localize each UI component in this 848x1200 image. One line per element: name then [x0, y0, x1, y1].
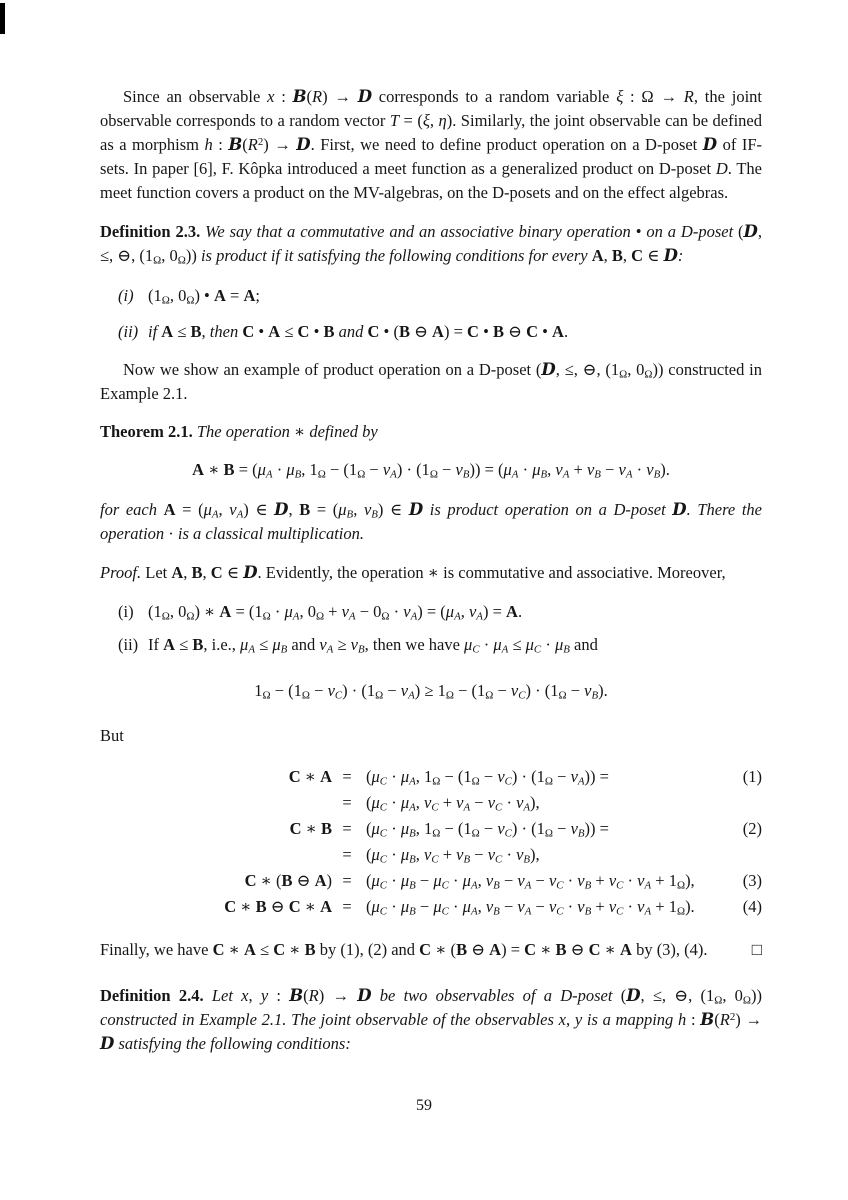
- eq-rel: =: [342, 819, 352, 838]
- eq-number: (1): [742, 767, 762, 786]
- item-content: ($1_\Omega$, $0_\Omega$) ∗ $A = (1_\Omega \cdot \mu_A$, $0_\Omega + \nu_A - 0_\Omega \cdot \nu_A) = (\mu_A$, $\nu_A) = A$.: [148, 602, 523, 623]
- equation-row: [100, 790, 762, 816]
- intro-paragraph: Since an observable x : B(R) → D corresponds to a random variable ξ : Ω → R, the joint observable corresponds to a random vector T = (ξ, η). Similarly, the joint observable can be defined as a morphism h : $B(R^2) \to D$. First, we need to define product operation on a D-poset D of IF-sets. In paper [6], F. Kôpka introduced a meet function as a generalized product on D-poset D. The meet function covers a product on the MV-algebras, on the D-posets and on the effect algebras.: [100, 87, 762, 202]
- eq-lhs: C ∗ A: [288, 767, 332, 786]
- item-content: if A ≤ B, then C • A ≤ C • B and C • (B ⊖ A) = C • B ⊖ C • A.: [148, 322, 569, 341]
- item-content: If A ≤ B, i.e., $\mu_A \le \mu_B$ and $\nu_A \ge \nu_B$, then we have $\mu_C \cdot \mu_A \le \mu_C \cdot \mu_B$ and: [148, 635, 598, 656]
- eq-rel: =: [342, 897, 352, 916]
- theorem-2-1-label: Theorem 2.1.: [100, 422, 193, 441]
- equation-row: [100, 816, 762, 842]
- foreach-paragraph: for each $A = (\mu_A$, $\nu_A$) ∈ D, $B = (\mu_B$, $\nu_B$) ∈ D is product operation on a D-poset D. There the operation · is a classical multiplication.: [100, 500, 762, 543]
- page-number: 59: [416, 1097, 432, 1114]
- proof-closing: [100, 938, 762, 962]
- proof-inequality: $1_\Omega - (1_\Omega - \nu_C) \cdot (1_\Omega - \nu_A) \ge 1_\Omega - (1_\Omega - \nu_C) \cdot (1_\Omega - \nu_B)$.: [254, 681, 608, 702]
- but-text: But: [100, 726, 124, 745]
- equation-row: [100, 842, 762, 868]
- proof-item-i: [100, 600, 762, 624]
- item-marker: (i): [118, 602, 134, 621]
- theorem-2-1-head: [100, 420, 762, 444]
- item-marker: (ii): [118, 635, 139, 654]
- eq-lhs: C ∗ B ⊖ C ∗ A: [224, 897, 332, 916]
- eq-rel: =: [342, 871, 352, 890]
- definition-2-3-item-ii: [100, 320, 762, 344]
- eq-rhs: ($\mu_C \cdot \mu_B$, $1_\Omega - (1_\Omega - \nu_C) \cdot (1_\Omega - \nu_B)$) =: [366, 819, 609, 840]
- eq-rhs: ($\mu_C \cdot \mu_B - \mu_C \cdot \mu_A$, $\nu_B - \nu_A - \nu_C \cdot \nu_B + \nu_C \cdot \nu_A + 1_\Omega$).: [366, 897, 695, 918]
- equation-row: [100, 764, 762, 790]
- eq-number: (2): [742, 819, 762, 838]
- definition-2-4-body: Let x, y : B(R) → D be two observables of a D-poset (D, ≤, ⊖, ($1_\Omega$, $0_\Omega$)) constructed in Example 2.1. The joint observable of the observables x, y is a mapping h : $B(R^2) \to D$ satisfying the following conditions:: [100, 986, 763, 1053]
- example-paragraph: Now we show an example of product operation on a D-poset (D, ≤, ⊖, ($1_\Omega$, $0_\Omega$)) constructed in Example 2.1.: [100, 360, 762, 403]
- definition-2-3-label: Definition 2.3.: [100, 222, 201, 241]
- proof-intro-text: Let A, B, C ∈ D. Evidently, the operation ∗ is commutative and associative. Moreover,: [145, 563, 726, 582]
- equation-array: [100, 764, 762, 920]
- eq-rhs: ($\mu_C \cdot \mu_B - \mu_C \cdot \mu_A$, $\nu_B - \nu_A - \nu_C \cdot \nu_B + \nu_C \cdot \nu_A + 1_\Omega$),: [366, 871, 695, 892]
- eq-lhs: C ∗ B: [289, 819, 332, 838]
- proof-intro: [100, 561, 762, 585]
- definition-2-3-body: We say that a commutative and an associative binary operation • on a D-poset (D, ≤, ⊖, ($1_\Omega$, $0_\Omega$)) is product if it satisfying the following conditions for every A, B, C ∈ D:: [100, 222, 762, 267]
- item-content: ($1_\Omega$, $0_\Omega$) • A = A;: [148, 286, 260, 307]
- equation-row: [100, 894, 762, 920]
- eq-rhs: ($\mu_C \cdot \mu_A$, $\nu_C + \nu_A - \nu_C \cdot \nu_A$),: [366, 793, 540, 814]
- eq-rel: =: [342, 793, 352, 812]
- eq-number: (3): [742, 871, 762, 890]
- qed-box: □: [751, 940, 762, 959]
- eq-number: (4): [742, 897, 762, 916]
- proof-label: Proof.: [100, 563, 142, 582]
- item-marker: (i): [118, 286, 134, 305]
- theorem-2-1-equation: A ∗ $B = (\mu_A \cdot \mu_B$, $1_\Omega - (1_\Omega - \nu_A) \cdot (1_\Omega - \nu_B)) = (\mu_A \cdot \mu_B$, $\nu_A + \nu_B - \nu_A \cdot \nu_B$).: [192, 460, 670, 481]
- page-content: [100, 85, 762, 1056]
- definition-2-3: [100, 220, 762, 268]
- definition-2-4-label: Definition 2.4.: [100, 986, 204, 1005]
- scan-edge-artifact: [0, 3, 5, 34]
- eq-lhs: [100, 842, 332, 868]
- eq-rel: =: [342, 767, 352, 786]
- eq-lhs: C ∗ (B ⊖ A): [244, 871, 332, 890]
- eq-lhs: [100, 790, 332, 816]
- eq-rhs: ($\mu_C \cdot \mu_B$, $\nu_C + \nu_B - \nu_C \cdot \nu_B$),: [366, 845, 540, 866]
- proof-item-ii: [100, 633, 762, 657]
- definition-2-4: [100, 984, 762, 1056]
- eq-rel: =: [342, 845, 352, 864]
- eq-number: [714, 790, 762, 816]
- proof-closing-text: Finally, we have C ∗ A ≤ C ∗ B by (1), (2) and C ∗ (B ⊖ A) = C ∗ B ⊖ C ∗ A by (3), (4).: [100, 940, 708, 959]
- item-marker: (ii): [118, 322, 139, 341]
- eq-number: [714, 842, 762, 868]
- definition-2-3-item-i: [100, 284, 762, 308]
- equation-row: [100, 868, 762, 894]
- theorem-2-1-body: The operation ∗ defined by: [196, 422, 378, 441]
- eq-rhs: ($\mu_C \cdot \mu_A$, $1_\Omega - (1_\Omega - \nu_C) \cdot (1_\Omega - \nu_A)$) =: [366, 767, 609, 788]
